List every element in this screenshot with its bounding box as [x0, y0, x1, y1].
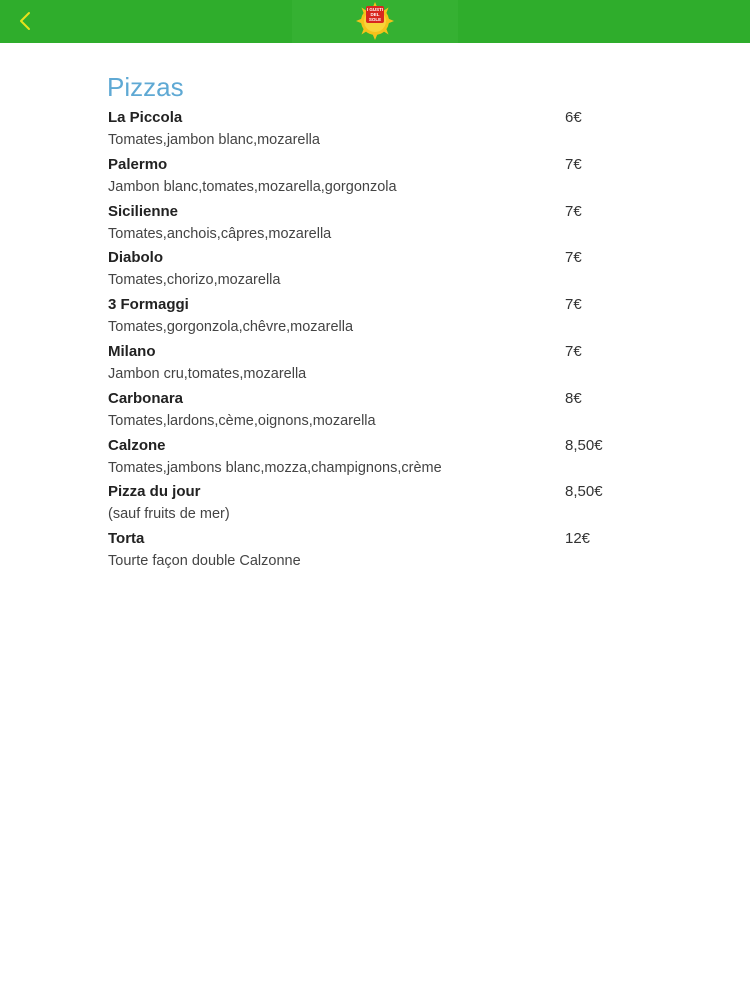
- back-button[interactable]: [10, 6, 40, 36]
- top-navigation-bar: [0, 0, 750, 43]
- logo-text: I GUSTI DEL SOLE: [366, 7, 384, 22]
- menu-item-description: Tomates,chorizo,mozarella: [108, 272, 281, 289]
- menu-item-description: Tomates,gorgonzola,chêvre,mozarella: [108, 319, 354, 336]
- menu-item-price: 8€: [565, 389, 582, 407]
- menu-item: [108, 341, 628, 388]
- menu-item: [108, 201, 628, 248]
- brand-logo: [353, 1, 397, 41]
- menu-list: [108, 107, 628, 575]
- menu-item: [108, 528, 628, 575]
- menu-item-description: Jambon cru,tomates,mozarella: [108, 365, 307, 382]
- menu-item: [108, 294, 628, 341]
- menu-item: [108, 481, 628, 528]
- chevron-left-icon: [18, 11, 32, 31]
- menu-item-description: Tomates,lardons,cème,oignons,mozarella: [108, 412, 376, 429]
- menu-item-name: Milano: [108, 342, 156, 360]
- menu-item: [108, 154, 628, 201]
- menu-item-name: Pizza du jour: [108, 483, 201, 501]
- menu-item-price: 7€: [565, 155, 582, 173]
- menu-item-price: 6€: [565, 109, 582, 126]
- menu-item-description: Tomates,jambon blanc,mozarella: [108, 132, 320, 148]
- menu-item-name: 3 Formaggi: [108, 296, 189, 314]
- menu-item: [108, 388, 628, 435]
- menu-item-description: Tomates,jambons blanc,mozza,champignons,crème: [108, 459, 442, 476]
- menu-item-price: 8,50€: [565, 436, 603, 454]
- section-title: Pizzas: [107, 72, 184, 102]
- menu-item-description: Tourte façon double Calzonne: [108, 553, 301, 570]
- menu-item: [108, 435, 628, 482]
- menu-item-description: Jambon blanc,tomates,mozarella,gorgonzola: [108, 178, 397, 195]
- menu-item-name: Diabolo: [108, 249, 163, 267]
- menu-item-name: Calzone: [108, 436, 166, 454]
- menu-item-description: (sauf fruits de mer): [108, 506, 230, 523]
- menu-item-name: Sicilienne: [108, 202, 179, 220]
- menu-item-name: Palermo: [108, 155, 168, 173]
- menu-item-name: Carbonara: [108, 389, 184, 407]
- menu-item-price: 7€: [565, 296, 582, 314]
- menu-item-price: 7€: [565, 249, 582, 267]
- menu-item-price: 7€: [565, 342, 582, 360]
- menu-item-name: La Piccola: [108, 109, 183, 126]
- menu-item-price: 8,50€: [565, 483, 603, 501]
- menu-item: [108, 107, 628, 154]
- menu-item-price: 7€: [565, 202, 582, 220]
- menu-content: [108, 72, 628, 575]
- menu-item-price: 12€: [565, 530, 591, 548]
- menu-item: [108, 247, 628, 294]
- menu-item-description: Tomates,anchois,câpres,mozarella: [108, 225, 332, 242]
- menu-item-name: Torta: [108, 530, 145, 548]
